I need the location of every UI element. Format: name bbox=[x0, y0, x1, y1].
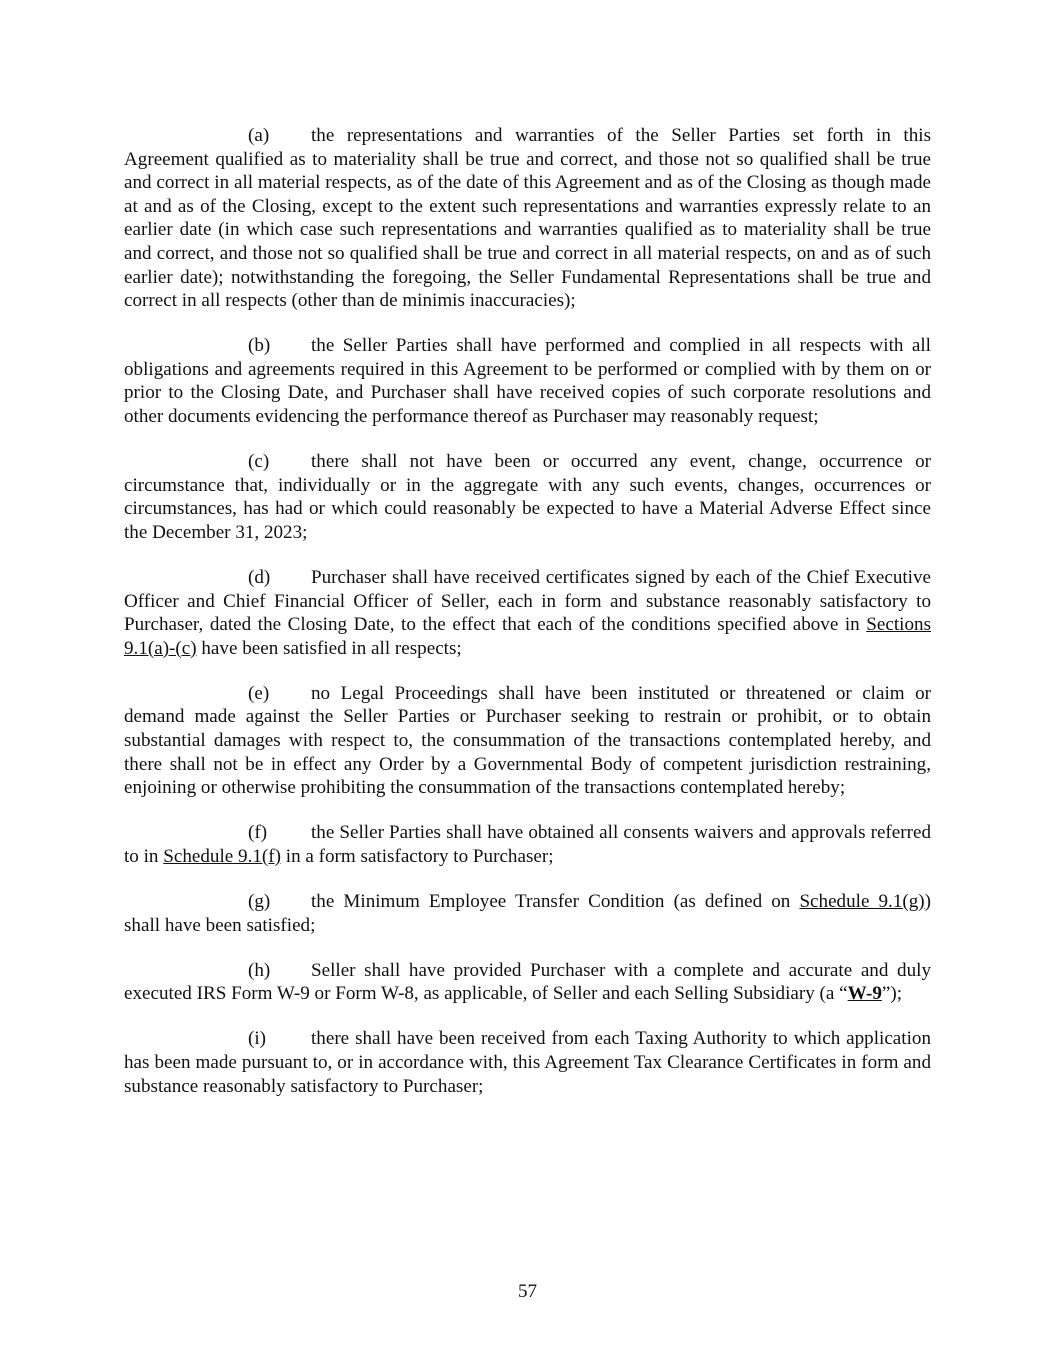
clause-label: (b) bbox=[248, 335, 271, 357]
clause-label: (i) bbox=[248, 1028, 267, 1050]
clause-text: no Legal Proceedings shall have been instituted or threatened or claim or demand made against the Seller Parties or Purchaser seeking to restrain or prohibit, or to obtain substantial damages with respect to, the consummation of the transactions contemplated hereby, and there shall not be in effect any Order by a Governmental Body of competent jurisdiction restraining, enjoining or otherwise prohibiting the consummation of the transactions contemplated hereby; bbox=[124, 682, 931, 799]
clause-a bbox=[124, 124, 931, 313]
clause-label: (h) bbox=[248, 959, 271, 981]
clause-i bbox=[124, 1027, 931, 1098]
clause-e bbox=[124, 682, 931, 800]
clause-c bbox=[124, 450, 931, 544]
clause-text: the Minimum Employee Transfer Condition (as defined on bbox=[311, 891, 800, 913]
clause-text: there shall not have been or occurred any event, change, occurrence or circumstance that, individually or in the aggregate with any such events, changes, occurrences or circumstances, has had or which could reasonably be expected to have a Material Adverse Effect since the December 31, 2023; bbox=[124, 451, 931, 543]
document-body bbox=[124, 124, 931, 1120]
clause-text-tail: ”); bbox=[881, 983, 903, 1005]
clause-text: the Seller Parties shall have obtained all consents waivers and approvals referred to in bbox=[124, 822, 931, 867]
clause-text-tail: in a form satisfactory to Purchaser; bbox=[280, 845, 554, 867]
clause-d bbox=[124, 566, 931, 660]
clause-g bbox=[124, 890, 931, 937]
page-number: 57 bbox=[517, 1281, 538, 1302]
schedule-reference: Schedule 9.1(f) bbox=[163, 845, 281, 867]
clause-text: the Seller Parties shall have performed and complied in all respects with all obligations and agreements required in this Agreement to be performed or complied with by them on or prior to the Closing Date, and Purchaser shall have received copies of such corporate resolutions and other documents evidencing the performance thereof as Purchaser may reasonably request; bbox=[124, 335, 931, 428]
clause-text-tail: ) shall have been satisfied; bbox=[124, 891, 931, 936]
clause-label: (e) bbox=[248, 682, 270, 704]
clause-b bbox=[124, 334, 931, 428]
clause-label: (d) bbox=[248, 567, 271, 588]
clause-text-tail: have been satisfied in all respects; bbox=[196, 637, 462, 659]
clause-label: (a) bbox=[248, 125, 270, 146]
clause-text: Seller shall have provided Purchaser with a complete and accurate and duly executed IRS Form W-9 or Form W-8, as applicable, of Seller and each Selling Subsidiary (a “ bbox=[124, 959, 931, 1005]
section-reference: Sections 9.1(a)-(c) bbox=[124, 614, 931, 659]
clause-label: (f) bbox=[248, 822, 268, 844]
clause-text: there shall have been received from each Taxing Authority to which application has been made pursuant to, or in accordance with, this Agreement Tax Clearance Certificates in form and substance reasonably satisfactory to Purchaser; bbox=[124, 1028, 931, 1097]
clause-f bbox=[124, 821, 931, 868]
clause-text: Purchaser shall have received certificates signed by each of the Chief Executive Officer and Chief Financial Officer of Seller, each in form and substance reasonably satisfactory to Purchaser, dated the Closing Date, to the effect that each of the conditions specified above in bbox=[124, 567, 931, 636]
schedule-reference: Schedule 9.1(g) bbox=[799, 891, 925, 913]
clause-h bbox=[124, 959, 931, 1006]
clause-text: the representations and warranties of the Seller Parties set forth in this Agreement qualified as to materiality shall be true and correct, and those not so qualified shall be true and correct in all material respects, as of the date of this Agreement and as of the Closing as though made at and as of the Closing, except to the extent such representations and warranties expressly relate to an earlier date (in which case such representations and warranties qualified as to materiality shall be true and correct, and those not so qualified shall be true and correct in all material respects, on and as of such earlier date); notwithstanding the foregoing, the Seller Fundamental Representations shall be true and correct in all respects (other than de minimis inaccuracies); bbox=[124, 125, 931, 312]
defined-term: W-9 bbox=[847, 983, 882, 1005]
clause-label: (g) bbox=[248, 891, 271, 913]
clause-label: (c) bbox=[248, 451, 270, 473]
